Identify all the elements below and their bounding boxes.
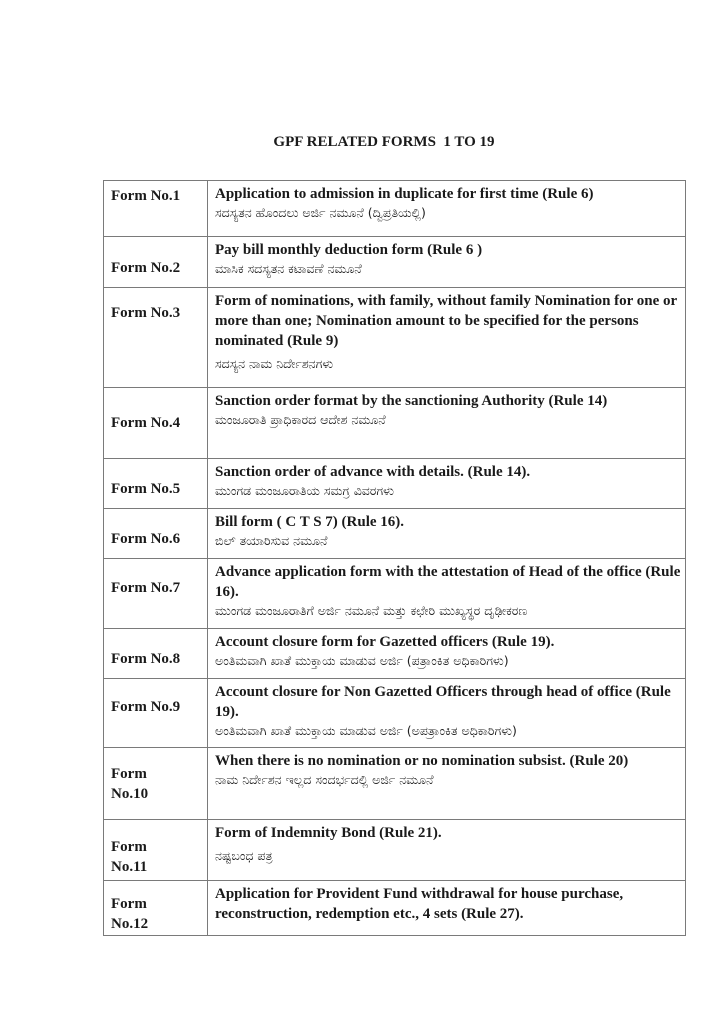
description-english: Form of Indemnity Bond (Rule 21). [215,825,442,841]
description-english: Application to admission in duplicate for first time (Rule 6) [215,186,594,202]
description-kannada: ಬಿಲ್ ತಯಾರಿಸುವ ನಮೂನೆ [215,533,328,548]
form-description [208,237,686,288]
description-kannada: ಮಂಜೂರಾತಿ ಪ್ರಾಧಿಕಾರದ ಆದೇಶ ನಮೂನೆ [215,412,386,427]
description-english: Sanction order of advance with details. (Rule 14). [215,464,531,480]
description-kannada: ಸದಸ್ಯತನ ಹೊಂದಲು ಅರ್ಜಿ ನಮೂನೆ (ದ್ವಿಪ್ರತಿಯಲ್ಲಿ) [215,205,426,220]
gpf-forms-table [103,180,686,936]
form-number [104,748,208,820]
description-kannada: ಸದಸ್ಯನ ನಾಮ ನಿರ್ದೇಶನಗಳು [215,356,334,371]
form-description [208,559,686,629]
form-description [208,679,686,748]
table-row-form-1 [104,181,686,237]
table-row-form-9 [104,679,686,748]
description-english: Account closure form for Gazetted officers (Rule 19). [215,634,555,650]
form-description [208,509,686,559]
description-english: Account closure for Non Gazetted Officers through head of office (Rule 19). [215,684,671,720]
form-number-text: Form No.12 [111,896,149,932]
description-kannada: ಮುಂಗಡ ಮಂಜೂರಾತಿಗೆ ಅರ್ಜಿ ನಮೂನೆ ಮತ್ತು ಕಛೇರಿ ಮುಖ್ಯಸ್ಥರ ದೃಢೀಕರಣ [215,603,528,618]
form-number: Form No.5 [104,459,208,509]
table-row-form-5 [104,459,686,509]
form-number: Form No.7 [104,559,208,629]
table-row-form-11 [104,820,686,881]
form-number-text: Form No.10 [111,765,149,802]
form-description [208,459,686,509]
description-kannada: ಮುಂಗಡ ಮಂಜೂರಾತಿಯ ಸಮಗ್ರ ವಿವರಗಳು [215,483,394,498]
form-number: Form No.1 [104,181,208,237]
table-row-form-12 [104,881,686,936]
description-english: Application for Provident Fund withdrawal for house purchase, reconstruction, redemption etc., 4 sets (Rule 27). [215,886,624,922]
form-number: Form No.3 [104,288,208,388]
table-row-form-4 [104,388,686,459]
form-description [208,288,686,388]
page-title: GPF RELATED FORMS 1 TO 19 [273,134,495,150]
form-number-text: Form No.11 [111,839,148,875]
form-description [208,181,686,237]
description-kannada: ನಾಮ ನಿರ್ದೇಶನ ಇಲ್ಲದ ಸಂದರ್ಭದಲ್ಲಿ ಅರ್ಜಿ ನಮೂನೆ [215,772,434,787]
table-row-form-8 [104,629,686,679]
form-number: Form No.2 [104,237,208,288]
form-number [104,820,208,881]
form-number [104,881,208,936]
description-english: Pay bill monthly deduction form (Rule 6 ) [215,242,483,258]
description-english: Advance application form with the attestation of Head of the office (Rule 16). [215,564,681,600]
form-number: Form No.4 [104,388,208,459]
description-kannada: ಅಂತಿಮವಾಗಿ ಖಾತೆ ಮುಕ್ತಾಯ ಮಾಡುವ ಅರ್ಜಿ (ಅಪತ್ರಾಂಕಿತ ಅಧಿಕಾರಿಗಳು) [215,723,517,738]
description-english: When there is no nomination or no nomination subsist. (Rule 20) [215,753,629,769]
description-kannada: ಅಂತಿಮವಾಗಿ ಖಾತೆ ಮುಕ್ತಾಯ ಮಾಡುವ ಅರ್ಜಿ (ಪತ್ರಾಂಕಿತ ಅಧಿಕಾರಿಗಳು) [215,653,509,668]
description-english: Bill form ( C T S 7) (Rule 16). [215,514,405,530]
description-kannada: ಮಾಸಿಕ ಸದಸ್ಯತನ ಕಟಾವಣೆ ನಮೂನೆ [215,261,362,276]
table-row-form-2 [104,237,686,288]
description-english: Sanction order format by the sanctioning Authority (Rule 14) [215,393,608,409]
table-row-form-6 [104,509,686,559]
form-description [208,629,686,679]
description-english: Form of nominations, with family, without family Nomination for one or more than one; Nomination amount to be specified for the persons nominated (Rule 9) [215,293,677,349]
form-description [208,820,686,881]
form-description [208,881,686,936]
form-description [208,748,686,820]
table-row-form-3 [104,288,686,388]
form-number: Form No.8 [104,629,208,679]
form-description [208,388,686,459]
form-number: Form No.9 [104,679,208,748]
form-number: Form No.6 [104,509,208,559]
table-row-form-7 [104,559,686,629]
table-row-form-10 [104,748,686,820]
description-kannada: ನಷ್ಟಬಂಧ ಪತ್ರ [215,848,273,863]
